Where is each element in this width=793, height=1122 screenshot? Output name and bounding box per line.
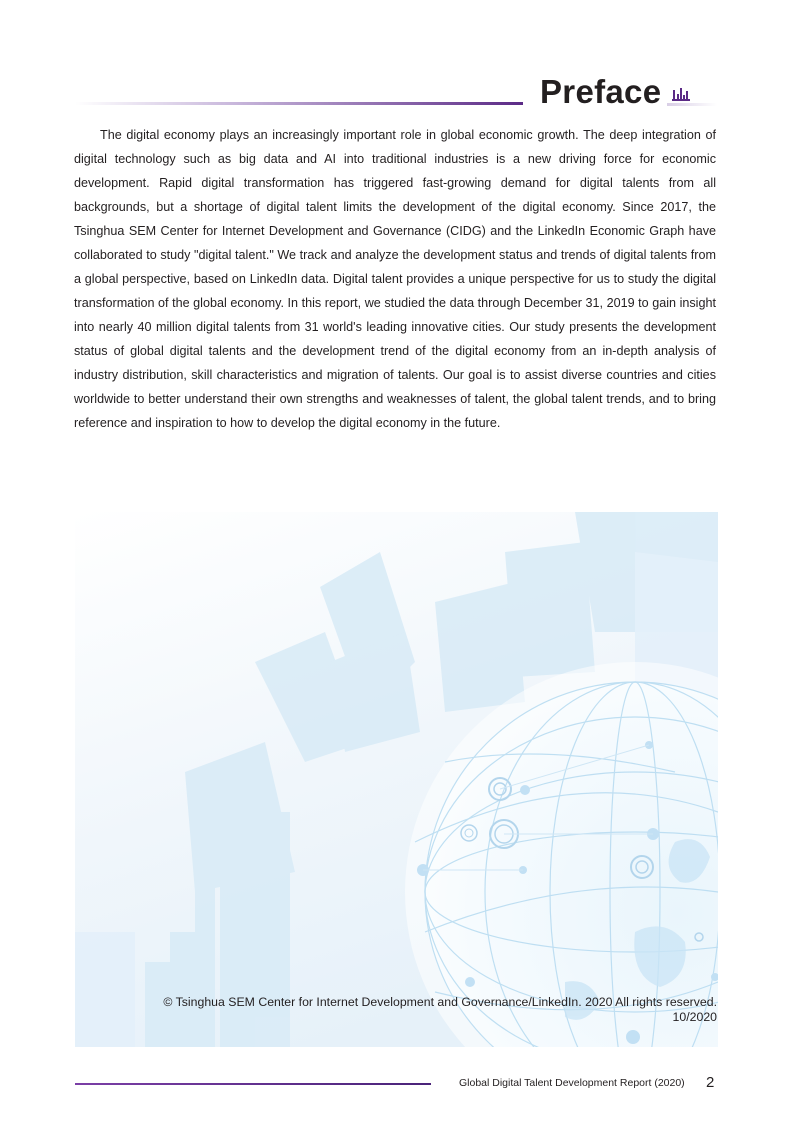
globe-city-illustration — [75, 512, 718, 1047]
page-number: 2 — [706, 1074, 715, 1091]
bar-chart-icon — [672, 86, 692, 102]
header-rule — [75, 102, 523, 105]
footer-rule — [75, 1083, 431, 1085]
publication-date: 10/2020 — [672, 1010, 717, 1024]
copyright-line: © Tsinghua SEM Center for Internet Development and Governance/LinkedIn. 2020 All rights reserved. — [163, 995, 717, 1009]
footer-report-title: Global Digital Talent Development Report (2020) — [459, 1077, 685, 1089]
copyright-notice — [75, 995, 717, 1025]
preface-paragraph: The digital economy plays an increasingly important role in global economic growth. The deep integration of digital technology such as big data and AI into traditional industries is a new driving force for economic development. Rapid digital transformation has triggered fast-growing demand for digital talents from all backgrounds, but a shortage of digital talent limits the development of the digital economy. Since 2017, the Tsinghua SEM Center for Internet Development and Governance (CIDG) and the LinkedIn Economic Graph have collaborated to study "digital talent." We track and analyze the development status and trends of digital talents from a global perspective, based on LinkedIn data. Digital talent provides a unique perspective for us to study the digital transformation of the global economy. In this report, we studied the data through December 31, 2019 to gain insight into nearly 40 million digital talents from 31 world's leading innovative cities. Our study presents the development status of global digital talents and the development trend of the digital economy from an in-depth analysis of industry distribution, skill characteristics and migration of talents. Our goal is to assist diverse countries and cities worldwide to better understand their own strengths and weaknesses of talent, the global talent trends, and to bring reference and inspiration to how to develop the digital economy in the future. — [74, 128, 716, 430]
page-title: Preface — [540, 73, 662, 110]
header-rule-tail — [667, 103, 717, 106]
